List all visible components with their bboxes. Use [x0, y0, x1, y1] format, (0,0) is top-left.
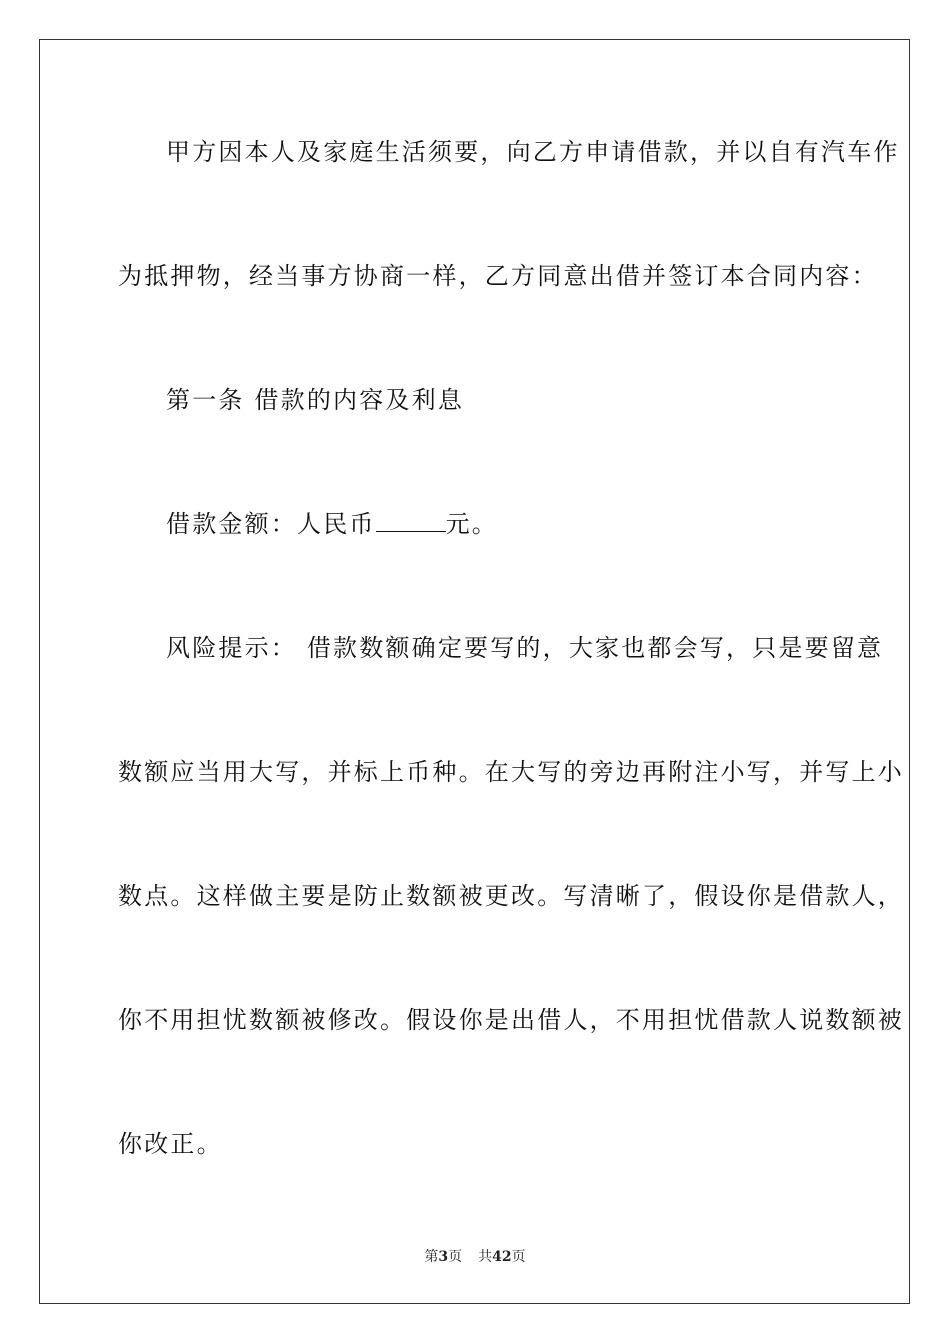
article-heading: 第一条 借款的内容及利息: [166, 386, 465, 414]
total-suffix: 页: [511, 1249, 526, 1265]
risk-line-2: 数额应当用大写，并标上币种。在大写的旁边再附注小写，并写上小: [118, 758, 904, 786]
loan-amount-label: 借款金额：人民币: [166, 510, 376, 538]
total-prefix: 共: [478, 1249, 493, 1265]
loan-amount-line: [166, 509, 834, 539]
page-prefix: 第: [424, 1249, 439, 1265]
risk-line-5: 你改正。: [118, 1130, 223, 1158]
total-pages: 42: [492, 1249, 512, 1265]
intro-line-2: 为抵押物，经当事方协商一样，乙方同意出借并签订本合同内容：: [118, 262, 878, 290]
loan-amount-blank: [376, 509, 446, 532]
risk-line-3: 数点。这样做主要是防止数额被更改。写清晰了，假设你是借款人，: [118, 882, 904, 910]
intro-line-1: 甲方因本人及家庭生活须要，向乙方申请借款，并以自有汽车作: [166, 138, 900, 166]
page-suffix: 页: [448, 1249, 463, 1265]
loan-amount-unit: 元。: [445, 510, 499, 538]
page-frame: [39, 39, 910, 1304]
page-footer: [0, 1248, 950, 1266]
page-number: 3: [438, 1249, 449, 1265]
risk-line-1: 风险提示： 借款数额确定要写的，大家也都会写，只是要留意: [166, 634, 884, 662]
risk-line-4: 你不用担忧数额被修改。假设你是出借人，不用担忧借款人说数额被: [118, 1006, 904, 1034]
